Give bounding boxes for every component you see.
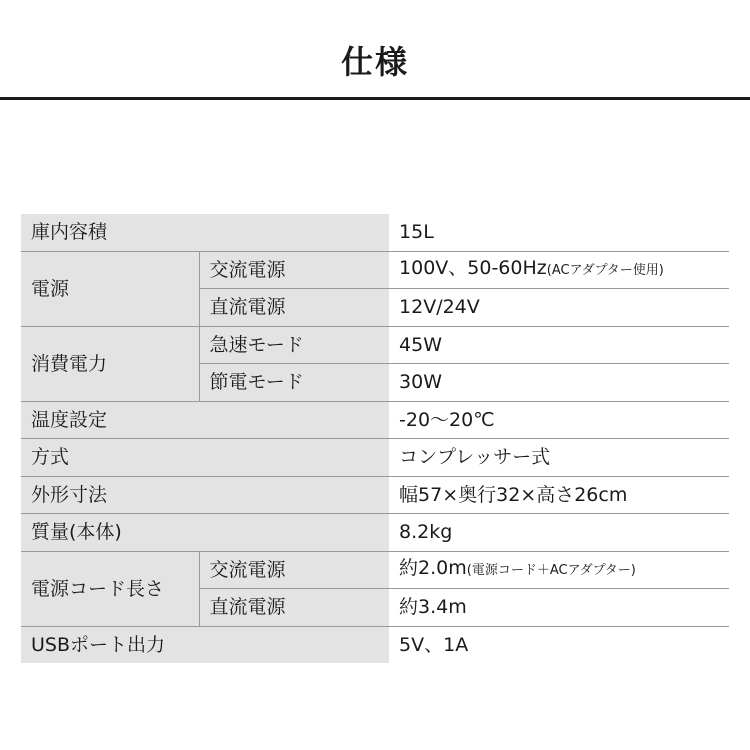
- row-label-usb: USBポート出力: [21, 626, 389, 663]
- title-divider: [0, 97, 750, 100]
- page-title: 仕様: [340, 43, 409, 81]
- sub-label-cord-ac: 交流電源: [199, 551, 389, 589]
- sub-label-cord-dc: 直流電源: [199, 589, 389, 627]
- cord-ac-note: (電源コード＋ACアダプター): [466, 563, 636, 579]
- row-value-cord-dc: 約3.4m: [389, 589, 729, 627]
- row-value-rapid-mode: 45W: [389, 326, 729, 364]
- table-row: [21, 326, 729, 364]
- sub-label-eco-mode: 節電モード: [199, 364, 389, 402]
- table-row: [21, 214, 729, 251]
- ac-power-value: 100V、50-60Hz: [399, 257, 547, 280]
- row-label-weight: 質量(本体): [21, 514, 389, 552]
- row-value-dc-power: 12V/24V: [389, 289, 729, 327]
- ac-power-note: (ACアダプター使用): [546, 263, 664, 279]
- cord-ac-value: 約2.0m: [399, 557, 467, 580]
- table-row: [21, 401, 729, 439]
- table-row: [21, 514, 729, 552]
- sub-label-rapid-mode: 急速モード: [199, 326, 389, 364]
- row-value-cord-ac: [389, 551, 729, 589]
- row-value-dimensions: 幅57×奥行32×高さ26cm: [389, 476, 729, 514]
- table-row: [21, 476, 729, 514]
- row-label-dimensions: 外形寸法: [21, 476, 389, 514]
- sub-label-dc-power: 直流電源: [199, 289, 389, 327]
- row-label-temperature: 温度設定: [21, 401, 389, 439]
- row-label-consumption: 消費電力: [21, 326, 199, 401]
- table-row: [21, 626, 729, 663]
- table-row: [21, 439, 729, 477]
- row-label-capacity: 庫内容積: [21, 214, 389, 251]
- row-value-capacity: 15L: [389, 214, 729, 251]
- sub-label-ac-power: 交流電源: [199, 251, 389, 289]
- row-value-ac-power: [389, 251, 729, 289]
- row-label-power-supply: 電源: [21, 251, 199, 326]
- row-label-cord-length: 電源コード長さ: [21, 551, 199, 626]
- row-value-usb: 5V、1A: [389, 626, 729, 663]
- row-value-method: コンプレッサー式: [389, 439, 729, 477]
- table-row: [21, 251, 729, 289]
- spec-table: [21, 214, 729, 663]
- row-value-weight: 8.2kg: [389, 514, 729, 552]
- row-label-method: 方式: [21, 439, 389, 477]
- row-value-temperature: -20〜20℃: [389, 401, 729, 439]
- row-value-eco-mode: 30W: [389, 364, 729, 402]
- table-row: [21, 551, 729, 589]
